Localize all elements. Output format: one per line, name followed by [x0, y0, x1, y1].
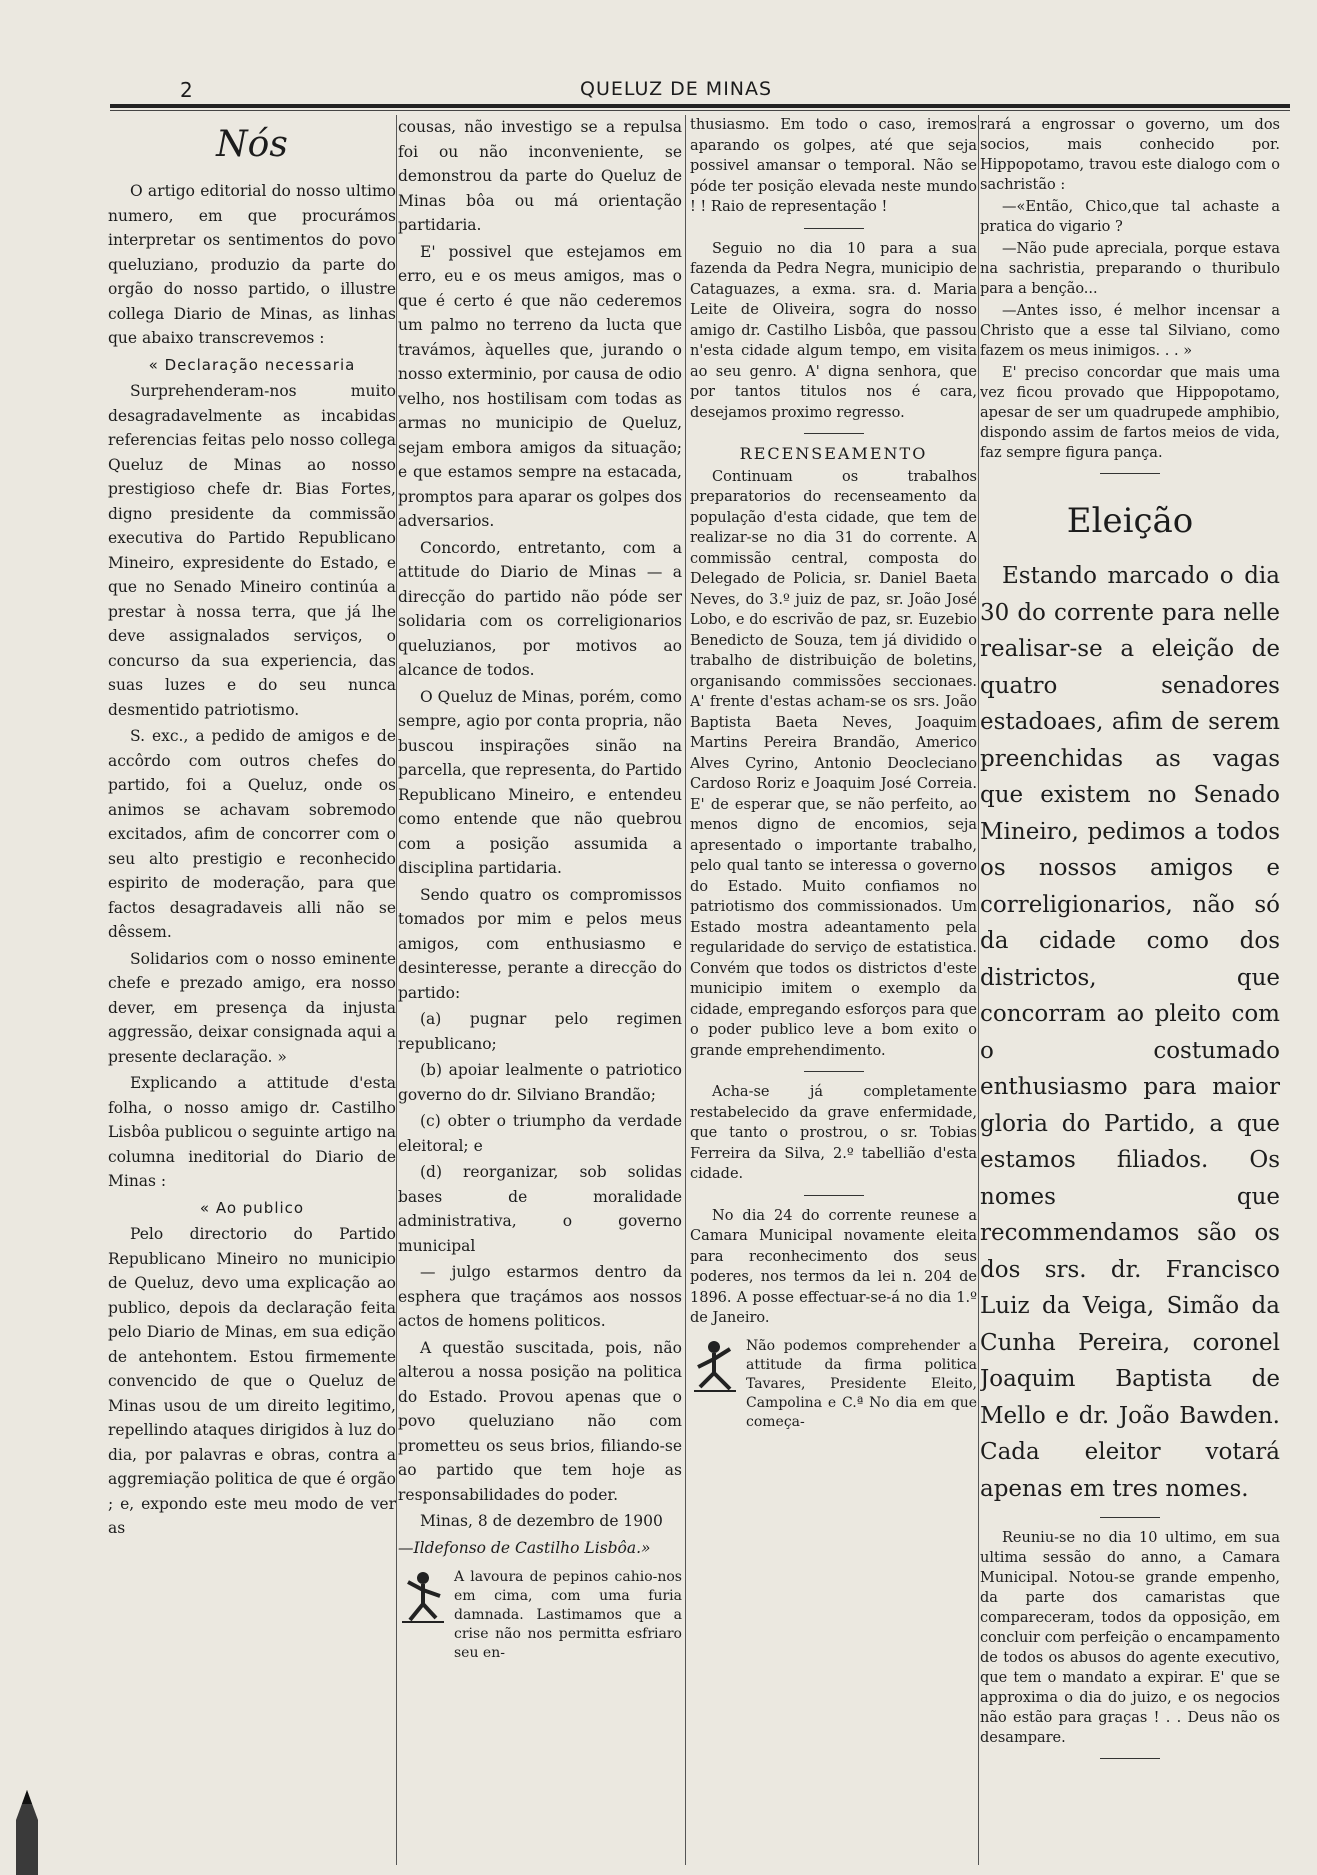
paragraph: O Queluz de Minas, porém, como sempre, agio por conta propria, não buscou inspirações sinão na parcella, que representa, do Partido Republicano Mineiro, e entendeu como entende que não quebrou com a posição assumida a disciplina partidaria. — [398, 687, 682, 877]
column-4 — [980, 115, 1280, 1865]
paragraph: (a) pugnar pelo regimen republicano; — [398, 1010, 682, 1053]
article-heading: Nós — [216, 124, 288, 165]
section-heading: RECENSEAMENTO — [739, 444, 928, 463]
paragraph: —Não pude apreciala, porque estava na sachristia, preparando o thuribulo para a benção... — [980, 241, 1280, 297]
separator-rule — [804, 1071, 864, 1072]
column-divider — [685, 115, 686, 1865]
column-1 — [108, 115, 396, 1865]
paragraph: Pelo directorio do Partido Republicano Mineiro no municipio de Queluz, devo uma explicação ao publico, depois da declaração feita pelo Diario de Minas, em sua edição de antehontem. Estou firmemente convencido de que o Queluz de Minas usou de um direito legitimo, repellindo ataques dirigidos à luz do dia, por palavras e obras, contra a aggremiação politica de que é orgão ; e, expondo este meu modo de ver as — [108, 1225, 396, 1537]
quote-heading: « Ao publico — [199, 1198, 305, 1217]
header-rule — [110, 104, 1290, 108]
paragraph: (b) apoiar lealmente o patriotico governo do dr. Silviano Brandão; — [398, 1061, 682, 1104]
paragraph: E' possivel que estejamos em erro, eu e os meus amigos, mas o que é certo é que não cederemos um palmo no terreno da lucta que travámos, àquelles que, jurando o nosso exterminio, por causa de odio velho, nos hostilisam com todas as armas no municipio de Queluz, sejam embora amigos da situação; e que estamos sempre na estacada, promptos para aparar os golpes dos adversarios. — [398, 242, 682, 530]
paragraph: Explicando a attitude d'esta folha, o nosso amigo dr. Castilho Lisbôa publicou o seguinte artigo na columna ineditorial do Diario de Minas : — [108, 1074, 396, 1190]
separator-rule — [804, 433, 864, 434]
separator-rule — [804, 1195, 864, 1196]
column-3 — [690, 115, 977, 1865]
header-rule-thin — [110, 110, 1290, 111]
paragraph: Solidarios com o nosso eminente chefe e prezado amigo, era nosso dever, em presença da injusta aggressão, deixar consignada aqui a presente declaração. » — [108, 949, 396, 1066]
paragraph: Surprehenderam-nos muito desagradavelmente as incabidas referencias feitas pelo nosso collega Queluz de Minas ao nosso prestigioso chefe dr. Bias Fortes, digno presidente da commissão executiva do Partido Republicano Mineiro, expresidente do Estado, e que no Senado Mineiro continúa a prestar à nossa terra, que já lhe deve assignalados serviços, o concurso da sua experiencia, das suas luzes e do seu nunca desmentido patriotismo. — [108, 382, 396, 719]
page-header — [110, 76, 1290, 102]
paragraph: Sendo quatro os compromissos tomados por mim e pelos meus amigos, com enthusiasmo e desinteresse, perante a direcção do partido: — [398, 885, 682, 1002]
paragraph: Concordo, entretanto, com a attitude do Diario de Minas — a direcção do partido não póde ser solidaria com os correligionarios queluzianos, por motivos ao alcance de todos. — [398, 538, 682, 679]
signature: —Ildefonso de Castilho Lisbôa.» — [398, 1538, 651, 1557]
paragraph: Acha-se já completamente restabelecido da grave enfermidade, que tanto o prostrou, o sr. Tobias Ferreira da Silva, 2.º tabellião d'esta cidade. — [690, 1084, 977, 1182]
separator-rule — [1100, 1758, 1160, 1759]
paragraph: No dia 24 do corrente reunese a Camara Municipal novamente eleita para reconhecimento dos seus poderes, nos termos da lei n. 204 de 1896. A posse effectuar-se-á no dia 1.º de Janeiro. — [690, 1207, 977, 1326]
advert-block — [690, 1337, 977, 1432]
paragraph: Seguio no dia 10 para a sua fazenda da Pedra Negra, municipio de Cataguazes, a exma. sra. d. Maria Leite de Oliveira, sogra do nosso amigo dr. Castilho Lisbôa, que passou n'esta cidade algum tempo, em visita ao seu genro. A' digna senhora, que por tantos titulos nos é cara, desejamos proximo regresso. — [690, 240, 977, 421]
column-divider — [978, 115, 979, 1865]
pencil-tip-icon — [14, 1790, 40, 1875]
paragraph: —Antes isso, é melhor incensar a Christo que a esse tal Silviano, como fazem os meus inimigos. . . » — [980, 303, 1280, 359]
paragraph: S. exc., a pedido de amigos e de accôrdo com outros chefes do partido, foi a Queluz, onde os animos se achavam sobremodo excitados, afim de concorrer com o seu alto prestigio e reconhecido espirito de moderação, para que factos desagradaveis alli não se dêssem. — [108, 727, 396, 941]
paragraph: Minas, 8 de dezembro de 1900 — [420, 1512, 663, 1530]
paragraph: rará a engrossar o governo, um dos socios, mais conhecido por. Hippopotamo, travou este dialogo com o sachristão : — [980, 117, 1280, 193]
paragraph: — julgo estarmos dentro da esphera que traçámos aos nossos actos de homens politicos. — [398, 1263, 682, 1330]
paragraph: Continuam os trabalhos preparatorios do recenseamento da população d'esta cidade, que tem de realizar-se no dia 31 do corrente. A commissão central, composta do Delegado de Policia, sr. Daniel Baeta Neves, do 3.º juiz de paz, sr. João José Lobo, e do escrivão de paz, sr. Euzebio Benedicto de Souza, tem já dividido o trabalho de distribuição de boletins, organisando commissões seccionaes. A' frente d'estas acham-se os srs. João Baptista Baeta Neves, Joaquim Martins Pereira Brandão, Americo Alves Cyrino, Antonio Deocleciano Cardoso Roriz e Joaquim José Correia. E' de esperar que, se não perfeito, ao menos digno de encomios, seja apresentado o importante trabalho, pelo qual tanto se interessa o governo do Estado. Muito confiamos no patriotismo dos commissionados. Um Estado mostra adeantamento pela regularidade do serviço de estatistica. Convém que todos os districtos d'este municipio imitem o exemplo da cidade, empregando esforços para que o poder publico leve a bom exito o grande emprehendimento. — [690, 468, 977, 1059]
paragraph: E' preciso concordar que mais uma vez ficou provado que Hippopotamo, apesar de ser um quadrupede amphibio, dispondo assim de fartos meios de vida, faz sempre figura pança. — [980, 365, 1280, 461]
separator-rule — [1100, 473, 1160, 474]
paragraph: (d) reorganizar, sob solidas bases de moralidade administrativa, o governo municipal — [398, 1163, 682, 1255]
paragraph: A questão suscitada, pois, não alterou a nossa posição na politica do Estado. Provou apenas que o povo queluziano não com prometteu os seus brios, filiando-se ao partido que tem hoje as responsabilidades do poder. — [398, 1338, 682, 1504]
advert-text: A lavoura de pepinos cahio-nos em cima, com uma furia damnada. Lastimamos que a crise não nos permitta esfriaro seu en- — [454, 1569, 682, 1661]
election-heading: Eleição — [1066, 501, 1194, 541]
column-divider — [396, 115, 397, 1865]
election-notice — [980, 558, 1280, 1507]
paragraph: O artigo editorial do nosso ultimo numero, em que procurámos interpretar os sentimentos do povo queluziano, produzio da parte do orgão do nosso partido, o illustre collega Diario de Minas, as linhas que abaixo transcrevemos : — [108, 182, 396, 347]
paragraph: —«Então, Chico,que tal achaste a pratica do vigario ? — [980, 199, 1280, 235]
quote-heading: « Declaração necessaria — [148, 355, 356, 374]
paragraph: Estando marcado o dia 30 do corrente para nelle realisar-se a eleição de quatro senadores estadoaes, afim de serem preenchidas as vagas que existem no Senado Mineiro, pedimos a todos os nossos amigos e correligionarios, não só da cidade como dos districtos, que concorram ao pleito com o costumado enthusiasmo para maior gloria do Partido, a que estamos filiados. Os nomes que recommendamos são os dos srs. dr. Francisco Luiz da Veiga, Simão da Cunha Pereira, coronel Joaquim Baptista de Mello e dr. João Bawden. Cada eleitor votará apenas em tres nomes. — [980, 563, 1280, 1502]
separator-rule — [804, 228, 864, 229]
separator-rule — [1100, 1517, 1160, 1518]
paragraph: thusiasmo. Em todo o caso, iremos aparando os golpes, até que seja possivel amansar o temporal. Não se póde ter posição elevada neste mundo ! ! Raio de representação ! — [690, 117, 977, 215]
newspaper-title: QUELUZ DE MINAS — [580, 78, 773, 100]
page-number: 2 — [180, 78, 193, 102]
paragraph: cousas, não investigo se a repulsa foi ou não inconveniente, se demonstrou da parte do Queluz de Minas bôa ou má orientação partidaria. — [398, 118, 682, 234]
advert-block — [398, 1568, 682, 1663]
paragraph: (c) obter o triumpho da verdade eleitoral; e — [398, 1112, 682, 1155]
paragraph: Reuniu-se no dia 10 ultimo, em sua ultima sessão do anno, a Camara Municipal. Notou-se grande empenho, da parte dos camaristas que compareceram, todos da opposição, em concluir com perfeição o encampamento de todos os abusos do agente executivo, que tem o mandato a expirar. E' que se approxima o dia do juizo, e os negocios não estão para graças ! . . Deus não os desampare. — [980, 1530, 1280, 1746]
advert-text: Não podemos comprehender a attitude da firma politica Tavares, Presidente Eleito, Campolina e C.ª No dia em que começa- — [746, 1337, 977, 1430]
column-2 — [398, 115, 682, 1865]
dancing-figure-icon — [398, 1568, 448, 1626]
dancing-figure-icon — [690, 1337, 740, 1395]
